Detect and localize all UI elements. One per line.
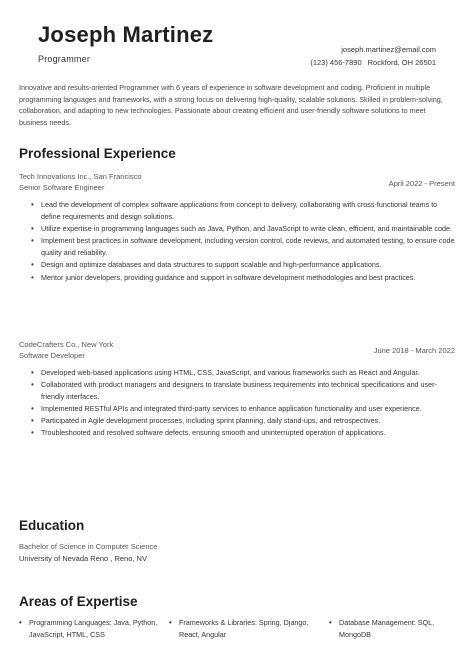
section-title-experience: Professional Experience — [19, 146, 176, 161]
section-title-education: Education — [19, 518, 85, 533]
candidate-name: Joseph Martinez — [38, 22, 214, 47]
job-title: Senior Software Engineer — [19, 183, 105, 192]
list-item: • Design and optimize databases and data structures to support scalable and high-performance applications. — [31, 259, 455, 271]
job-dates: April 2022 - Present — [388, 179, 455, 188]
list-item: • Utilize expertise in programming languages such as Java, Python, and JavaScript to write clean, efficient, and maintainable code. — [31, 223, 455, 235]
job-dates: June 2018 - March 2022 — [373, 346, 455, 355]
resume-header — [19, 0, 455, 80]
list-item: • Implemented RESTful APIs and integrated third-party services to enhance application functionality and user experience. — [31, 403, 455, 415]
job-bullets — [19, 199, 455, 284]
job-bullets — [19, 367, 455, 440]
section-title-expertise: Areas of Expertise — [19, 594, 138, 609]
location-text: Rockford, OH 26501 — [367, 58, 436, 67]
phone-text: (123) 456-7890 — [310, 58, 362, 67]
list-item: • Lead the development of complex software applications from concept to delivery, collaborating with cross-functional teams to define requirements and design solutions. — [31, 199, 455, 223]
list-item: • Database Management: SQL, MongoDB — [329, 617, 455, 640]
summary-paragraph: Innovative and results-oriented Programmer with 6 years of experience in software development and coding. Proficient in multiple programming languages and frameworks, with a strong focus on delivering high-quality, scalable solutions. Skilled in problem-solving, collaboration, and adapting to new technologies. Passionate about creating efficient and user-friendly software solutions to meet business needs. — [19, 83, 443, 127]
candidate-role: Programmer — [38, 54, 91, 64]
list-item: • Collaborated with product managers and designers to translate business requirements into technical specifications and user-friendly interfaces. — [31, 379, 455, 403]
list-item: • Frameworks & Libraries: Spring, Django, React, Angular — [169, 617, 329, 640]
list-item: • Developed web-based applications using HTML, CSS, JavaScript, and various frameworks such as React and Angular. — [31, 367, 455, 379]
education-entry — [19, 541, 157, 565]
contact-info — [310, 43, 436, 69]
list-item: • Troubleshooted and resolved software defects, ensuring smooth and uninterrupted operation of applications. — [31, 427, 455, 439]
expertise-list — [19, 617, 455, 640]
list-item: • Implement best practices in software development, including version control, code reviews, and automated testing, to ensure code quality and reliability. — [31, 235, 455, 259]
degree-text: Bachelor of Science in Computer Science — [19, 542, 158, 551]
email-text: joseph.martinez@email.com — [341, 45, 436, 54]
list-item: • Participated in Agile development processes, including sprint planning, daily stand-ups, and retrospectives. — [31, 415, 455, 427]
job-company: Tech Innovations Inc., San Francisco — [19, 172, 142, 181]
school-text: University of Nevada Reno , Reno, NV — [19, 554, 147, 563]
list-item: • Programming Languages: Java, Python, JavaScript, HTML, CSS — [19, 617, 169, 640]
job-title: Software Developer — [19, 351, 85, 360]
job-entry — [19, 171, 455, 284]
contact-row — [310, 56, 436, 69]
list-item: • Mentor junior developers, providing guidance and support in software development methodologies and best practices. — [31, 272, 455, 284]
job-company: CodeCrafters Co., New York — [19, 340, 114, 349]
job-entry — [19, 339, 455, 440]
